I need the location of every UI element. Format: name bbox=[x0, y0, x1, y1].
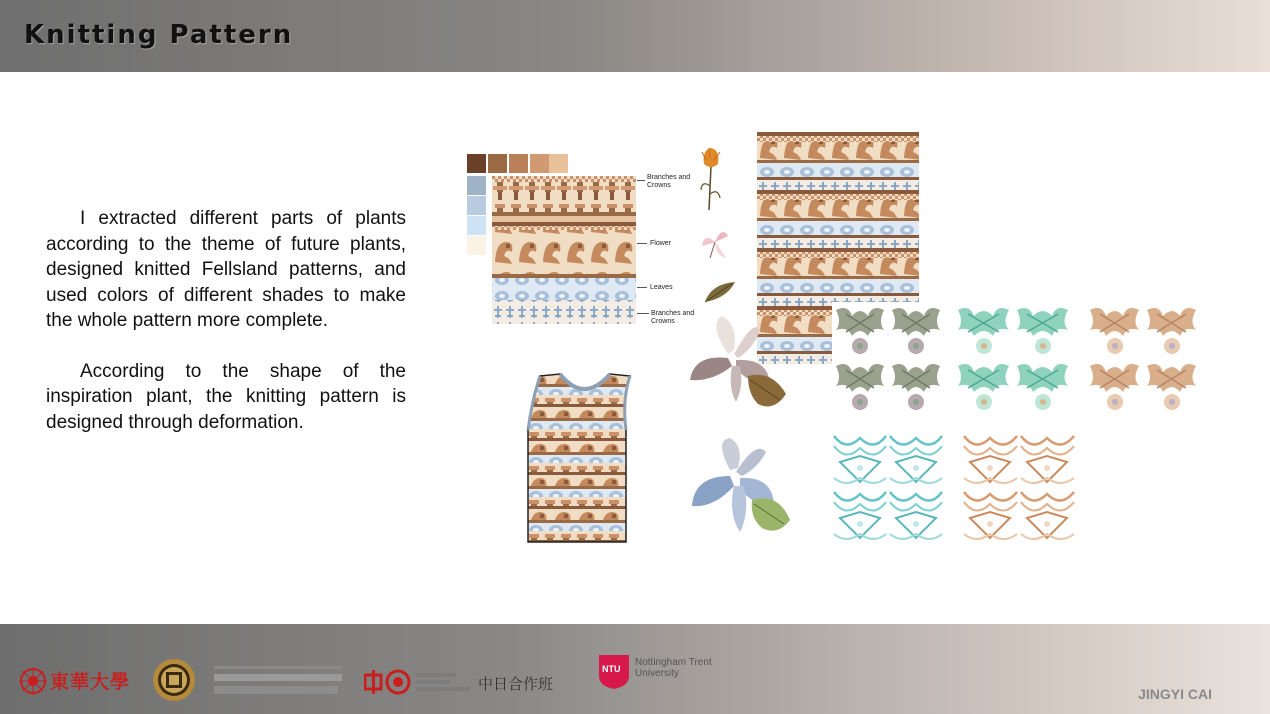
swatch-blue-2 bbox=[467, 196, 486, 215]
swatch-blue-1 bbox=[467, 176, 486, 195]
label-branches-crowns-bottom: Branches and Crowns bbox=[651, 310, 695, 325]
iris-flower-image-bottom bbox=[690, 436, 792, 538]
knitted-vest-illustration bbox=[526, 370, 644, 546]
swatch-brown-3 bbox=[509, 154, 528, 173]
swatch-brown-5 bbox=[549, 154, 568, 173]
thistle-flower-image bbox=[696, 146, 726, 212]
deformed-pattern-teal bbox=[832, 432, 944, 544]
deformed-pattern-peach bbox=[962, 432, 1076, 544]
university-seal-icon bbox=[151, 658, 197, 702]
label-leaves: Leaves bbox=[650, 284, 673, 291]
footer-bar bbox=[0, 624, 1270, 714]
leader-line bbox=[637, 313, 649, 314]
joint-program-text: 中日合作班 bbox=[478, 675, 554, 693]
donghua-university-logo bbox=[18, 664, 134, 698]
paragraph-2: According to the shape of the inspiration plant, the knitting pattern is designed through deformation. bbox=[46, 360, 406, 433]
paragraph-1: I extracted different parts of plants according to the theme of future plants, designed knitted Fellsland patterns, and used colors of different shades to make the whole pattern more complete. bbox=[46, 208, 406, 331]
author-name: JINGYI CAI bbox=[1138, 686, 1212, 702]
description-text bbox=[46, 206, 406, 435]
joint-program-emblem-icon bbox=[364, 668, 414, 696]
leader-line bbox=[637, 180, 645, 181]
leaf-image bbox=[703, 280, 737, 304]
donghua-emblem-icon bbox=[18, 666, 48, 696]
fashion-art-college-logo bbox=[214, 664, 344, 698]
ntu-logo bbox=[598, 654, 748, 694]
swatch-brown-2 bbox=[488, 154, 507, 173]
deformed-pattern-grey-green bbox=[832, 302, 944, 414]
deformed-pattern-mint bbox=[954, 302, 1072, 414]
swatch-brown-4 bbox=[530, 154, 549, 173]
donghua-logo-text: 東華大學 bbox=[50, 671, 131, 693]
iris-flower-image-top bbox=[688, 314, 788, 412]
swatch-brown-1 bbox=[467, 154, 486, 173]
page-title: Knitting Pattern bbox=[24, 20, 294, 50]
swatch-blue-3 bbox=[467, 216, 486, 235]
swatch-cream bbox=[467, 236, 486, 255]
label-flower: Flower bbox=[650, 240, 672, 247]
joint-program-logo bbox=[364, 668, 564, 698]
ntu-name-text: Nottingham Trent University bbox=[635, 657, 712, 679]
title-bar bbox=[0, 0, 1270, 72]
deformed-pattern-tan bbox=[1086, 302, 1200, 414]
leader-line bbox=[637, 243, 647, 244]
joint-program-subtext bbox=[416, 671, 474, 695]
leader-line bbox=[637, 287, 647, 288]
ntu-badge-text: NTU bbox=[602, 664, 621, 674]
label-branches-crowns-top: Branches and Crowns bbox=[647, 174, 691, 189]
lily-flower-image bbox=[700, 222, 730, 260]
fair-isle-pattern-small bbox=[492, 176, 636, 324]
